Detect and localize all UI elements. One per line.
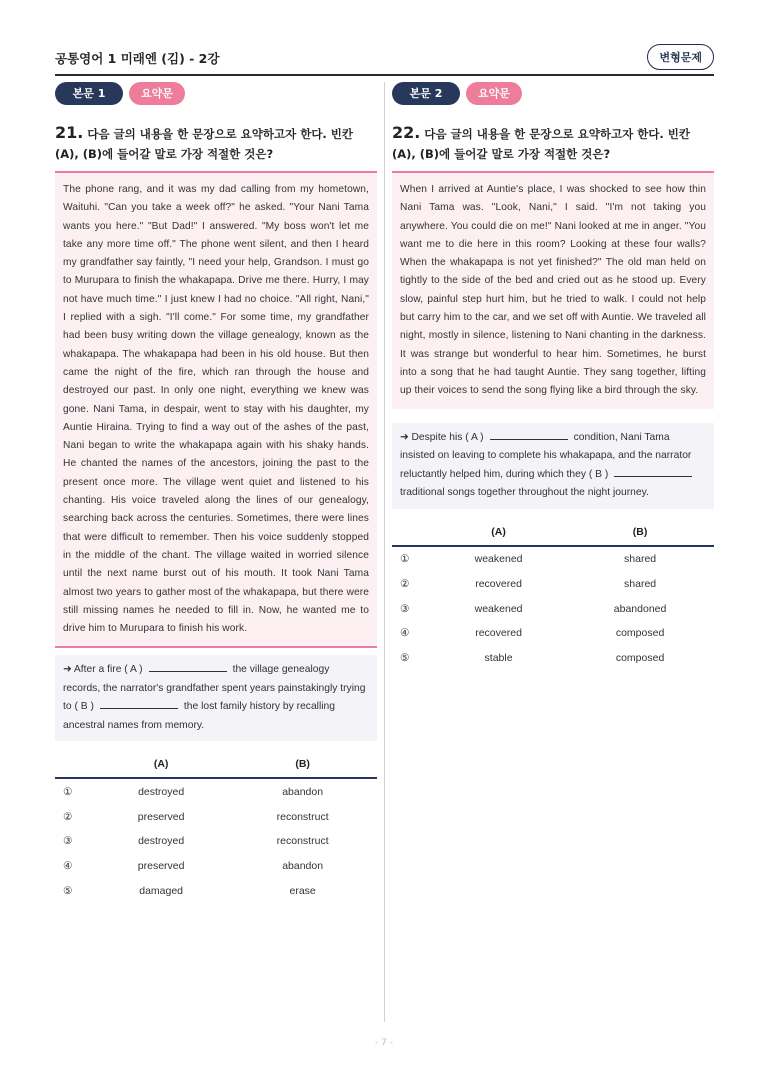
- blank-a: [149, 661, 227, 672]
- summary-part-2: the village genealogy records, the narrator's grandfather spent years painstakingly trying to ( B ): [63, 664, 366, 713]
- choice-b: shared: [624, 577, 657, 590]
- choice-a: preserved: [137, 810, 185, 823]
- passage-tag: 본문 2: [392, 82, 460, 105]
- choice-row[interactable]: [55, 804, 377, 829]
- blank-b: [614, 466, 692, 477]
- header-a: (A): [431, 519, 566, 546]
- question-22: [392, 82, 714, 671]
- choice-number: ②: [63, 810, 73, 823]
- choice-a: destroyed: [138, 835, 185, 848]
- summary-box: [55, 655, 377, 741]
- question-prompt: [55, 123, 377, 164]
- choice-b: reconstruct: [276, 835, 329, 848]
- page-header: [55, 44, 714, 76]
- blank-b: [100, 698, 178, 709]
- choice-b: abandoned: [613, 602, 667, 615]
- answer-choices-table: [55, 751, 377, 903]
- answer-choices-table: [392, 519, 714, 671]
- question-21: [55, 82, 377, 903]
- header-b: (B): [566, 519, 714, 546]
- choice-row[interactable]: [55, 829, 377, 854]
- choice-a: recovered: [475, 627, 522, 640]
- blank-a: [490, 429, 568, 440]
- choice-a: destroyed: [138, 785, 185, 798]
- choice-row[interactable]: [392, 621, 714, 646]
- choice-b: reconstruct: [276, 810, 329, 823]
- question-text: 다음 글의 내용을 한 문장으로 요약하고자 한다. 빈칸 (A), (B)에 들어갈 말로 가장 적절한 것은?: [55, 127, 354, 161]
- choice-number: ⑤: [400, 652, 410, 665]
- choice-b: composed: [615, 627, 665, 640]
- choice-number: ④: [63, 860, 73, 873]
- summary-part-1: ➜ After a fire ( A ): [63, 664, 143, 676]
- choice-b: composed: [615, 652, 665, 665]
- header-num: [392, 519, 431, 546]
- choice-row[interactable]: [392, 546, 714, 572]
- summary-part-3: the lost family history by recalling ancestral names from memory.: [63, 701, 335, 731]
- column-divider: [384, 82, 385, 1022]
- passage-underline: [55, 646, 377, 648]
- summary-part-3: traditional songs together throughout the night journey.: [400, 487, 649, 499]
- table-header-row: [55, 751, 377, 778]
- choice-a: weakened: [474, 602, 523, 615]
- choice-a: recovered: [475, 577, 522, 590]
- document-title: 공통영어 1 미래엔 (김) - 2강: [55, 51, 220, 66]
- summary-box: [392, 423, 714, 509]
- choice-row[interactable]: [55, 879, 377, 904]
- choice-row[interactable]: [392, 596, 714, 621]
- page-number: - 7 -: [375, 1038, 393, 1048]
- choice-b: erase: [289, 885, 316, 897]
- choice-number: ③: [400, 602, 410, 615]
- tag-row: [55, 82, 377, 106]
- choice-a: stable: [484, 652, 513, 665]
- tag-row: [392, 82, 714, 106]
- choice-row[interactable]: [55, 854, 377, 879]
- choice-number: ①: [63, 785, 73, 798]
- choice-row[interactable]: [392, 646, 714, 671]
- header-num: [55, 751, 94, 778]
- summary-tag: 요약문: [129, 82, 185, 105]
- choice-number: ②: [400, 577, 410, 590]
- choice-number: ③: [63, 835, 73, 848]
- choice-a: preserved: [137, 860, 185, 873]
- header-a: (A): [94, 751, 228, 778]
- choice-b: abandon: [282, 785, 324, 798]
- passage-text: When I arrived at Auntie's place, I was shocked to see how thin Nani Tama was. "Look, Nani," I said. "I'm not taking you anywhere. You could die on me!" Nani looked at me in anger. "You want me to die here in this room? Looking at these four walls? When the whakapapa is not yet finished?" The old man held on tightly to the side of the bed and cried out as he stood up. Every slow, painful step hurt him, but he tried to walk. I could not help but carry him to the car, and we set off with Auntie. We traveled all night, mostly in silence, listening to Nani chanting in the darkness. It was strange but wonderful to hear him. Sometimes, he burst into a song that he had taught Auntie. They sang together, lifting up their voices to send the song flying like a bird through the sky.: [392, 173, 714, 409]
- question-prompt: [392, 123, 714, 164]
- question-text: 다음 글의 내용을 한 문장으로 요약하고자 한다. 빈칸 (A), (B)에 들어갈 말로 가장 적절한 것은?: [392, 127, 691, 161]
- question-number: 21.: [55, 123, 84, 142]
- question-type-badge: 변형문제: [647, 44, 714, 70]
- summary-part-2: condition, Nani Tama insisted on leaving to complete his whakapapa, and the narrator reluctantly helped him, during which they ( B ): [400, 431, 692, 480]
- choice-row[interactable]: [55, 778, 377, 804]
- choice-number: ①: [400, 552, 410, 565]
- choice-a: damaged: [139, 885, 184, 897]
- passage-tag: 본문 1: [55, 82, 123, 105]
- choice-a: weakened: [474, 552, 523, 565]
- header-b: (B): [228, 751, 377, 778]
- choice-number: ④: [400, 627, 410, 640]
- choice-b: shared: [624, 552, 657, 565]
- summary-part-1: ➜ Despite his ( A ): [400, 431, 484, 443]
- passage-text: The phone rang, and it was my dad calling from my hometown, Waituhi. "Can you take a week off?" he asked. "Your Nani Tama wants you here." "But Dad!" I answered. "My boss won't let me take any more time off." The phone went silent, and then I heard my grandfather say faintly, "I need your help, Grandson. I must go to Murupara to finish the whakapapa. Drive me there. Hurry, I may not have much time." I just knew I had no choice. "All right, Nani," I replied with a sigh. "I'll come." For some time, my grandfather had been busy writing down the village genealogy, known as the whakapapa. The whakapapa had been in his old house. But then came the night of the fire, which ran through the house and destroyed our past. In only one night, everything we knew was gone. Nani Tama, in despair, went to stay with his daughter, my Auntie Hiraina. Trying to find a way out of the ashes of the past, Nani began to write the whakapapa again with his shaky hands. He chanted the names of the ancestors, joining the past to the present once more. The village went quiet and listened to his chanting. His voice traveled along the lines of our genealogy, searching back across the centuries. Sometimes, there were lines that were difficult to remember. Then his voice suddenly stopped in the middle of the chant. The village waited in worried silence until the next name burst out of his mouth. It took Nani Tama almost two years to gather most of the whakapapa, but there were still missing names he needed to fill in. Now, he wanted me to drive him to Murupara to finish his work.: [55, 173, 377, 646]
- choice-row[interactable]: [392, 571, 714, 596]
- choice-number: ⑤: [63, 885, 73, 897]
- summary-tag: 요약문: [466, 82, 522, 105]
- choice-b: abandon: [282, 860, 324, 873]
- table-header-row: [392, 519, 714, 546]
- question-number: 22.: [392, 123, 421, 142]
